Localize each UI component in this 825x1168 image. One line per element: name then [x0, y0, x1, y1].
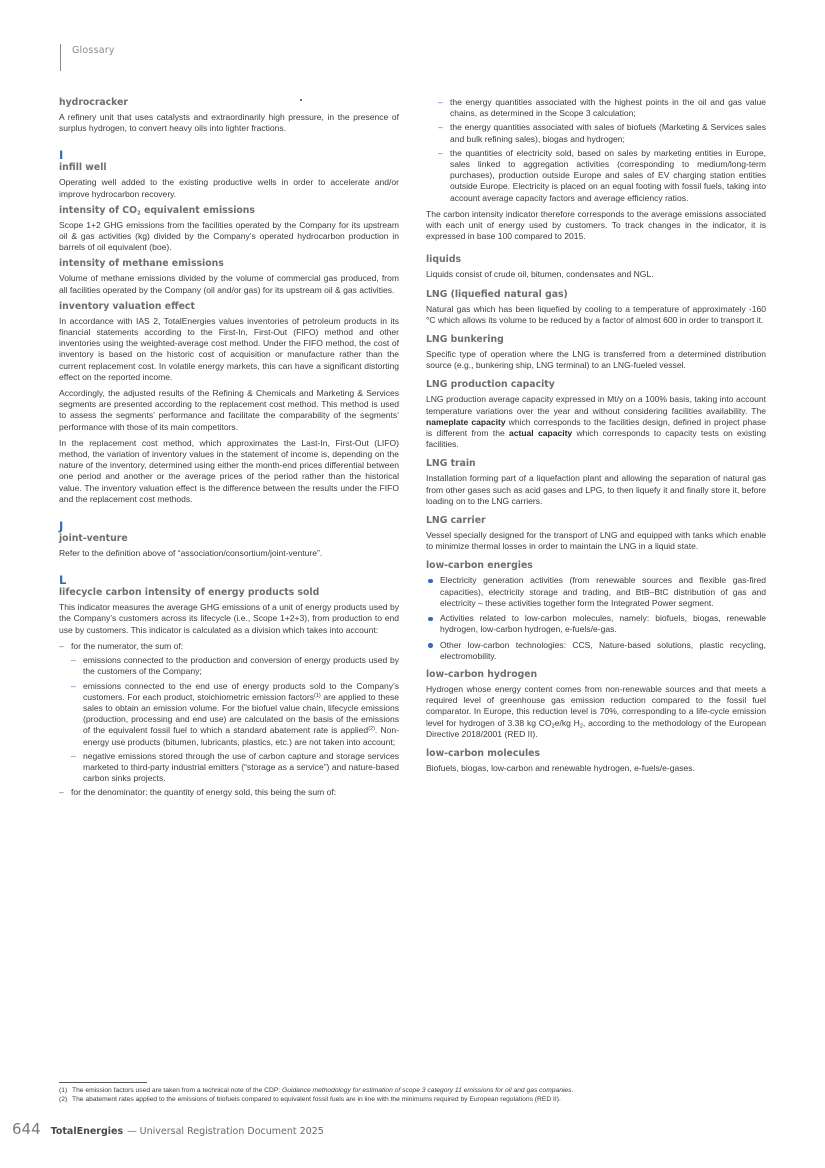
term-joint-venture: joint-venture	[59, 533, 128, 545]
footnotes	[59, 1087, 769, 1104]
def-lifecycle-intro: This indicator measures the average GHG emissions of a unit of energy products used by the Company’s customers across its lifecycle (i.e., Scope 1+2+3), from production to end use by customers. This indicator is calculated as a division which takes into account:	[59, 602, 399, 635]
page-footer	[12, 1120, 324, 1138]
def-joint-venture: Refer to the definition above of “association/consortium/joint-venture”.	[59, 548, 323, 559]
term-inventory-valuation: inventory valuation effect	[59, 300, 195, 312]
def-lng-production-capacity: LNG production average capacity expressed in Mt/y on a 100% basis, taking into account temperature variations over the year and without considering facilities availability. The nameplate capacity which corresponds to the facilities design, defined in project phase is different from the actual capacity which corresponds to capacity tests on existing facilities.	[426, 394, 766, 450]
list-item: Activities related to low-carbon molecules, namely: biofuels, biogas, renewable hydrogen, low-carbon hydrogen, e-fuels/e-gas.	[426, 613, 766, 635]
footnote-ref-2: (2)	[368, 726, 375, 733]
def-low-carbon-hydrogen: Hydrogen whose energy content comes from non-renewable sources and that meets a required level of greenhouse gas emission reduction compared to the fossil fuel comparator. In Europe, this reduction level is 70%, corresponding to a life-cycle emission level for hydrogen of 3.38 kg $CO_2e/kg$ $H_2$, according to the methodology of the European Directive 2018/2001 (RED II).	[426, 683, 766, 739]
term-low-carbon-hydrogen: low-carbon hydrogen	[426, 668, 538, 680]
term-low-carbon-molecules: low-carbon molecules	[426, 747, 541, 759]
low-carbon-energies-list	[426, 575, 766, 661]
term-hydrocracker: hydrocracker	[59, 97, 129, 108]
header-divider	[60, 44, 61, 71]
term-lifecycle: lifecycle carbon intensity of energy products sold	[59, 587, 320, 599]
list-item-denominator: – for the denominator: the quantity of energy sold, this being the sum of:	[59, 787, 399, 798]
letter-heading-i: I	[59, 148, 64, 163]
carbon-intensity-paragraph: The carbon intensity indicator therefore corresponds to the average emissions associated with each unit of energy used by customers. To track changes in the indicator, it is expressed in base 100 compared to 2015.	[426, 208, 766, 242]
list-item: – the energy quantities associated with sales of biofuels (Marketing & Services sales and bulk refining sales), biogas and hydrogen;	[438, 122, 766, 144]
term-lng: LNG (liquefied natural gas)	[426, 288, 568, 300]
footnote-2: (2) The abatement rates applied to the emissions of biofuels compared to equivalent fossil fuels are in line with the minimums required by European regulations (RED II).	[59, 1095, 561, 1103]
list-item: – emissions connected to the production and conversion of energy products used by the customers of the Company;	[71, 655, 399, 677]
list-item: – negative emissions stored through the use of carbon capture and storage services marketed to third-party industrial emitters (“storage as a service”) and nature-based carbon sinks projects.	[71, 751, 399, 785]
def-hydrocracker: A refinery unit that uses catalysts and extraordinarily high pressure, in the presence of surplus hydrogen, to convert heavy oils into lighter fractions.	[59, 112, 399, 134]
term-intensity-co2: intensity of $CO_2$ equivalent emissions	[59, 204, 255, 217]
page-number: 644	[12, 1120, 41, 1138]
def-inventory-p3: In the replacement cost method, which approximates the Last-In, First-Out (LIFO) method, the variation of inventory values in the statement of income is, depending on the nature of the inventory, determined using either the month-end prices differential between one period and another or the average prices of the period rather than the historical value. The inventory valuation effect is the difference between the results under the FIFO and the replacement cost methods.	[59, 437, 399, 504]
term-liquids: liquids	[426, 254, 462, 266]
term-lng-production-capacity: LNG production capacity	[426, 379, 555, 391]
def-liquids: Liquids consist of crude oil, bitumen, condensates and NGL.	[426, 269, 654, 280]
list-item-numerator: – for the numerator, the sum of: – emissions connected to the production and conversion of energy products used by the customers of the Company; – emissions connected to the end use of energy products sold to the Company’s customers. For each product, stoichiometric emission factors$^{(1)}$ are applied to these sales to obtain an emission volume. For the biofuel value chain, lifecycle emissions (production, processing and end use) are calculated on the basis of the emissions of the equivalent fossil fuel to which a standard abatement rate is applied$^{(2)}$. Non-energy use products (bitumen, lubricants, plastics, etc.) are not taken into account; – negative emissions stored through the use of carbon capture and storage services marketed to third-party industrial emitters (“storage as a service”) and nature-based carbon sinks projects.	[59, 641, 399, 784]
footnote-1: (1) The emission factors used are taken from a technical note of the CDP: Guidance methodology for estimation of scope 3 category 11 emissions for oil and gas companies.	[59, 1087, 574, 1094]
footnote-ref-1: (1)	[314, 692, 321, 699]
letter-heading-l: L	[59, 573, 67, 588]
brand-name: TotalEnergies	[50, 1126, 124, 1137]
lifecycle-list	[59, 641, 399, 799]
def-lng-train: Installation forming part of a liquefaction plant and allowing the separation of natural gas from other gases such as acid gases and LPG, to then liquefy it and finally store it, before loading on to the LNG carriers.	[426, 473, 766, 506]
numerator-sublist	[71, 655, 399, 784]
denominator-sublist	[426, 97, 766, 204]
left-column	[59, 97, 399, 804]
list-item: Other low-carbon technologies: CCS, Nature-based solutions, plastic recycling, electromobility.	[426, 640, 766, 662]
def-intensity-co2: Scope 1+2 GHG emissions from the facilities operated by the Company for its upstream oil & gas activities (kg) divided by the Company’s operated hydrocarbon production in barrels of oil equivalent (boe).	[59, 219, 399, 253]
letter-heading-j: J	[59, 519, 64, 534]
def-infill-well: Operating well added to the existing productive wells in order to accelerate and/or improve hydrocarbon recovery.	[59, 177, 399, 199]
def-intensity-methane: Volume of methane emissions divided by the volume of commercial gas produced, from all facilities operated by the Company (oil and/or gas) for its upstream oil & gas activities.	[59, 273, 399, 295]
footnote-rule	[59, 1082, 147, 1083]
term-intensity-methane: intensity of methane emissions	[59, 258, 224, 270]
list-item: – the energy quantities associated with the highest points in the oil and gas value chains, as determined in the Scope 3 calculation;	[438, 97, 766, 119]
def-lng: Natural gas which has been liquefied by cooling to a temperature of approximately -160 °C which allows its volume to be reduced by a factor of almost 600 in order to transport it.	[426, 303, 766, 325]
list-item: – the quantities of electricity sold, based on sales by marketing entities in Europe, sales linked to aggregation activities (corresponding to medium/long-term purchases), production outside Europe and sales of EV charging station entities outside Europe. Electricity is placed on an equal footing with fossil fuels, taking into account average capacity factors and average efficiency ratios.	[438, 148, 766, 204]
def-inventory-p2: Accordingly, the adjusted results of the Refining & Chemicals and Marketing & Services segments are presented according to the replacement cost method. This method is used to assess the segments’ performance and facilitate the comparability of the segments’ performance with those of its main competitors.	[59, 388, 399, 432]
list-item: – emissions connected to the end use of energy products sold to the Company’s customers. For each product, stoichiometric emission factors$^{(1)}$ are applied to these sales to obtain an emission volume. For the biofuel value chain, lifecycle emissions (production, processing and end use) are calculated on the basis of the emissions of the equivalent fossil fuel to which a standard abatement rate is applied$^{(2)}$. Non-energy use products (bitumen, lubricants, plastics, etc.) are not taken into account;	[71, 681, 399, 748]
def-inventory-p1: In accordance with IAS 2, TotalEnergies values inventories of petroleum products in its financial statements according to the First-In, First-Out (FIFO) method and other inventories using the weighted-average cost method. Under the FIFO method, the cost of inventory is based on the historic cost of acquisition or manufacture rather than the current replacement cost. In volatile energy markets, this can have a significant distorting effect on the reported income.	[59, 315, 399, 382]
def-low-carbon-molecules: Biofuels, biogas, low-carbon and renewable hydrogen, e-fuels/e-gases.	[426, 762, 695, 773]
term-infill-well: infill well	[59, 162, 107, 174]
right-column	[426, 97, 766, 779]
list-item: Electricity generation activities (from renewable sources and flexible gas-fired capacities), electricity storage and trading, and BtB–BtC distribution of gas and electricity – these activities together form the Integrated Power segment.	[426, 575, 766, 609]
def-lng-carrier: Vessel specially designed for the transport of LNG and equipped with tanks which enable to minimize thermal losses in order to maintain the LNG in a liquid state.	[426, 530, 766, 552]
term-lng-carrier: LNG carrier	[426, 515, 486, 527]
term-lng-bunkering: LNG bunkering	[426, 334, 504, 346]
term-low-carbon-energies: low-carbon energies	[426, 560, 533, 572]
term-lng-train: LNG train	[426, 458, 476, 470]
def-lng-bunkering: Specific type of operation where the LNG is transferred from a determined distribution source (e.g., bunkering ship, LNG terminal) to an LNG-fueled vessel.	[426, 349, 766, 371]
section-title: Glossary	[72, 45, 115, 56]
document-title: — Universal Registration Document 2025	[127, 1126, 324, 1137]
